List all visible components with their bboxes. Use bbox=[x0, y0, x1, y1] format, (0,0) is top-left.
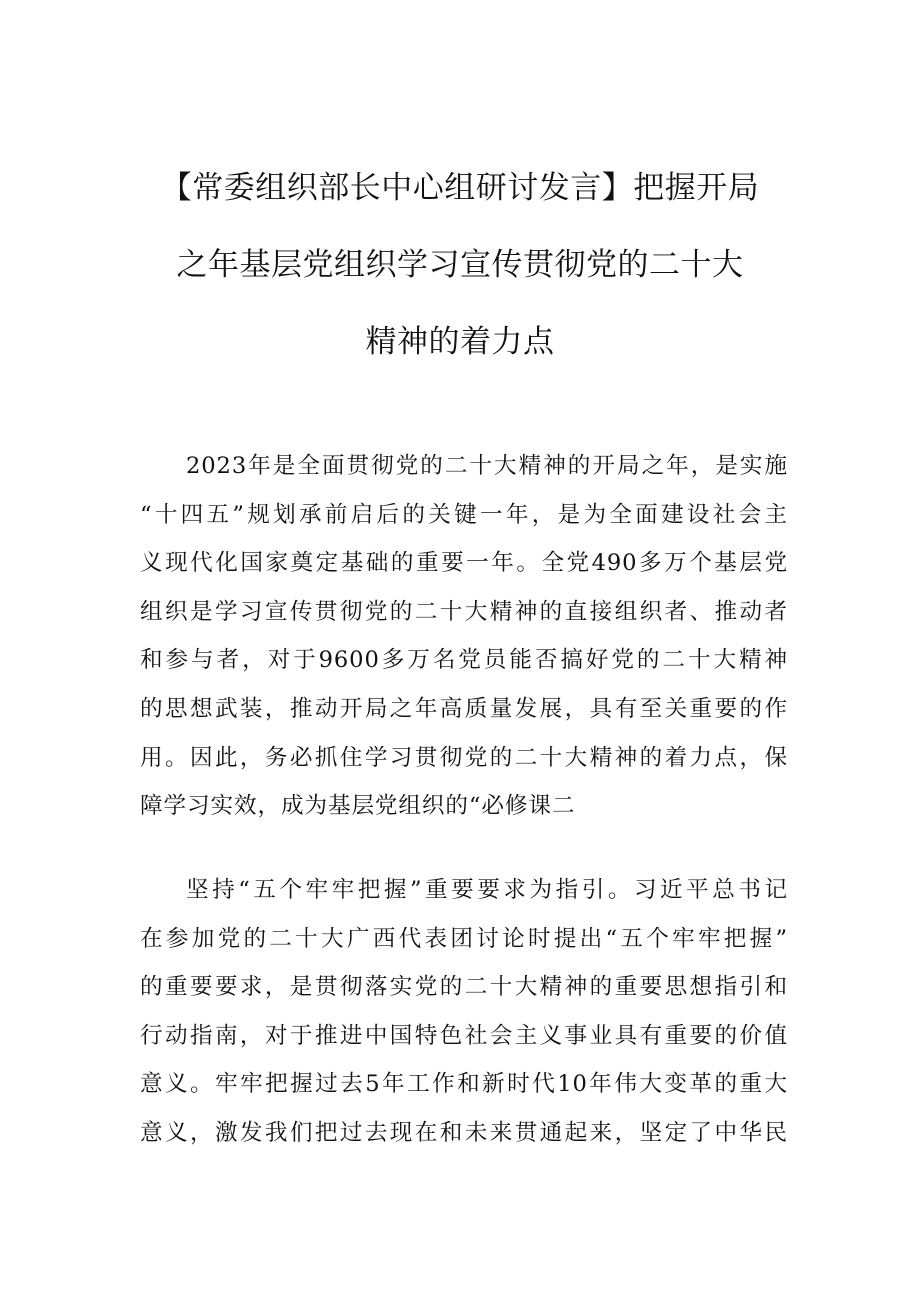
document-title bbox=[120, 150, 800, 381]
paragraph-line: 坚持“五个牢牢把握”重要要求为指引。习近平总书记 bbox=[186, 877, 788, 903]
paragraph-1 bbox=[140, 442, 788, 831]
paragraph-line: 意义。牢牢把握过去5年工作和新时代10年伟大变革的重大 bbox=[140, 1071, 788, 1098]
title-line-3: 精神的着力点 bbox=[365, 324, 555, 360]
paragraph-line: 用。因此，务必抓住学习贯彻党的二十大精神的着力点，保 bbox=[140, 744, 788, 771]
paragraph-line: 的重要要求，是贯彻落实党的二十大精神的重要思想指引和 bbox=[140, 974, 788, 1001]
paragraph-2 bbox=[140, 866, 788, 1158]
paragraph-line: 2023年是全面贯彻党的二十大精神的开局之年，是实施 bbox=[186, 453, 788, 479]
paragraph-line: 障学习实效，成为基层党组织的“必修课二 bbox=[140, 793, 576, 820]
title-line-2: 之年基层党组织学习宣传贯彻党的二十大 bbox=[176, 247, 744, 283]
paragraph-line: 和参与者，对于9600多万名党员能否搞好党的二十大精神 bbox=[140, 647, 788, 674]
paragraph-line: “十四五”规划承前启后的关键一年，是为全面建设社会主 bbox=[140, 501, 788, 528]
paragraph-line: 意义，激发我们把过去现在和未来贯通起来，坚定了中华民 bbox=[140, 1119, 788, 1146]
paragraph-line: 在参加党的二十大广西代表团讨论时提出“五个牢牢把握” bbox=[140, 925, 788, 952]
paragraph-line: 组织是学习宣传贯彻党的二十大精神的直接组织者、推动者 bbox=[140, 598, 788, 625]
title-line-1: 【常委组织部长中心组研讨发言】把握开局 bbox=[160, 170, 760, 206]
paragraph-line: 的思想武装，推动开局之年高质量发展，具有至关重要的作 bbox=[140, 695, 788, 722]
paragraph-line: 义现代化国家奠定基础的重要一年。全党490多万个基层党 bbox=[140, 550, 788, 577]
paragraph-line: 行动指南，对于推进中国特色社会主义事业具有重要的价值 bbox=[140, 1022, 788, 1049]
